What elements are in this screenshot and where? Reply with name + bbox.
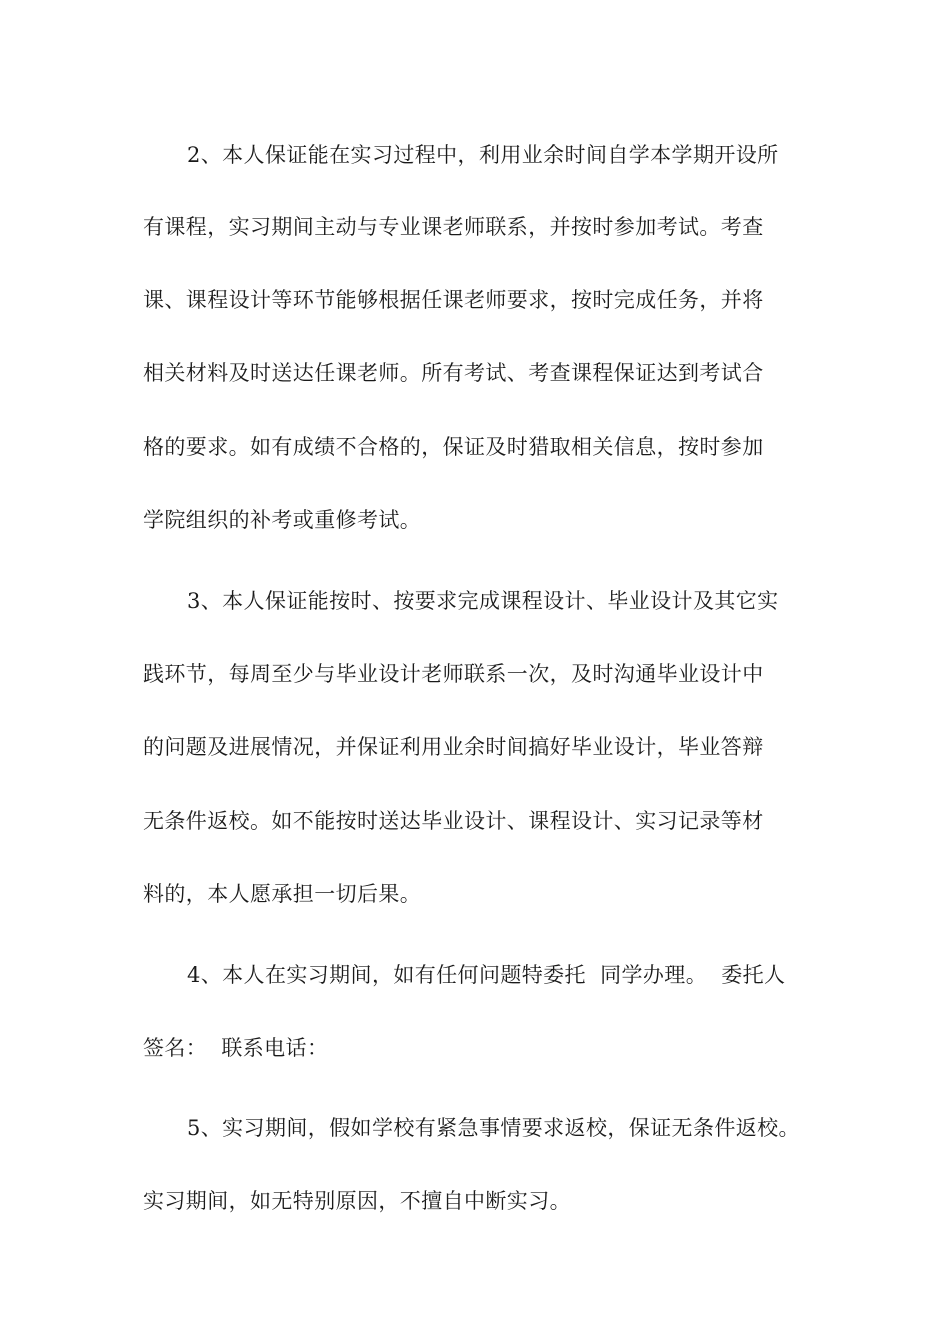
paragraph-5-line-1: 5、实习期间，假如学校有紧急事情要求返校，保证无条件返校。: [187, 1116, 800, 1140]
paragraph-2-line-2: 有课程，实习期间主动与专业课老师联系，并按时参加考试。考查: [143, 215, 764, 239]
paragraph-4-line-2: 签名： 联系电话：: [143, 1036, 329, 1060]
paragraph-2-line-1: 2、本人保证能在实习过程中，利用业余时间自学本学期开设所: [187, 143, 779, 167]
paragraph-2-line-5: 格的要求。如有成绩不合格的，保证及时猎取相关信息，按时参加: [143, 435, 764, 459]
paragraph-5-line-2: 实习期间，如无特别原因，不擅自中断实习。: [143, 1189, 571, 1213]
paragraph-2-line-6: 学院组织的补考或重修考试。: [143, 508, 422, 532]
paragraph-2-line-3: 课、课程设计等环节能够根据任课老师要求，按时完成任务，并将: [143, 288, 764, 312]
paragraph-3-line-5: 料的，本人愿承担一切后果。: [143, 882, 422, 906]
paragraph-3-line-3: 的问题及进展情况，并保证利用业余时间搞好毕业设计，毕业答辩: [143, 735, 764, 759]
paragraph-3-line-4: 无条件返校。如不能按时送达毕业设计、课程设计、实习记录等材: [143, 809, 764, 833]
paragraph-2-line-4: 相关材料及时送达任课老师。所有考试、考查课程保证达到考试合: [143, 361, 764, 385]
paragraph-3-line-1: 3、本人保证能按时、按要求完成课程设计、毕业设计及其它实: [187, 589, 779, 613]
paragraph-4-line-1: 4、本人在实习期间，如有任何问题特委托 同学办理。 委托人: [187, 963, 786, 987]
paragraph-3-line-2: 践环节，每周至少与毕业设计老师联系一次，及时沟通毕业设计中: [143, 662, 764, 686]
